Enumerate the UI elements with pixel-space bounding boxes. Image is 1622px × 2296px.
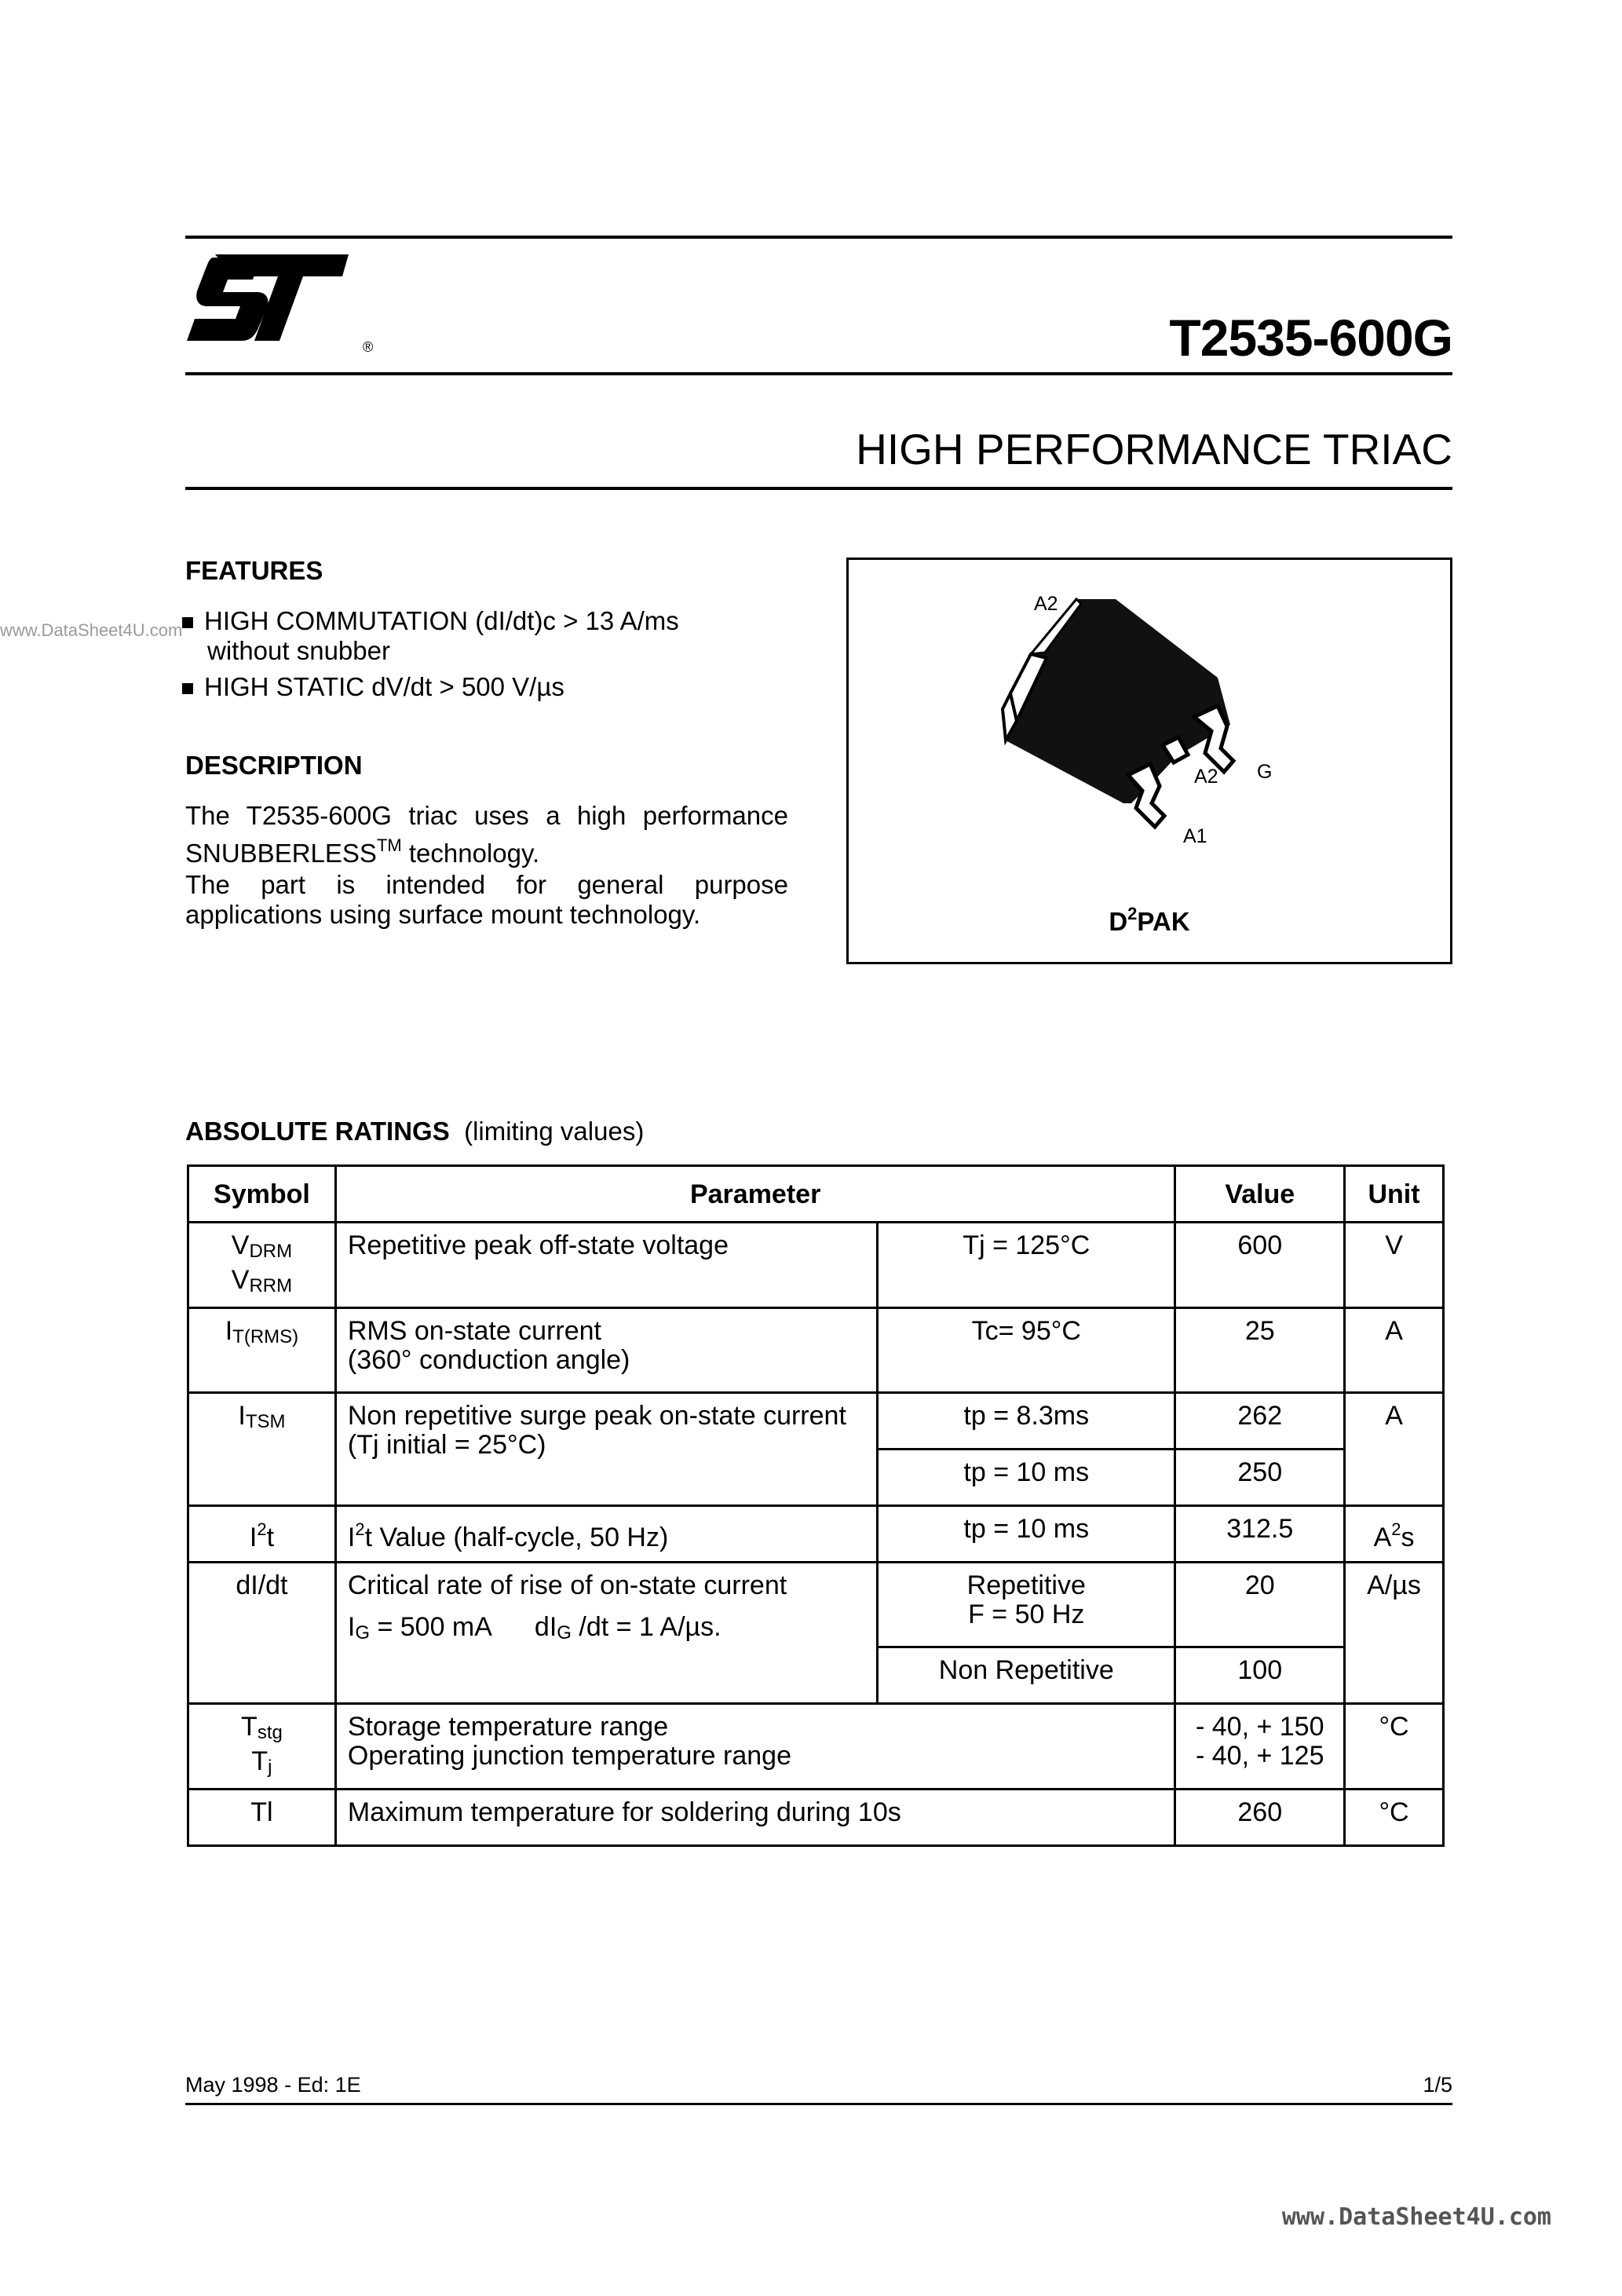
symbol-sub: stg bbox=[257, 1722, 283, 1743]
watermark-bottom[interactable]: www.DataSheet4U.com bbox=[1281, 2203, 1551, 2231]
symbol: T bbox=[241, 1712, 258, 1742]
symbol-cell bbox=[188, 1506, 336, 1563]
unit-cell: °C bbox=[1345, 1704, 1444, 1790]
value-cell: 262 bbox=[1175, 1393, 1345, 1450]
description-p1-line1: The T2535-600G triac uses a high performance bbox=[185, 801, 788, 830]
symbol-cell bbox=[188, 1223, 336, 1308]
description-p1-line2 bbox=[185, 831, 539, 868]
symbol: T bbox=[251, 1746, 269, 1776]
condition-cell: Non Repetitive bbox=[878, 1647, 1175, 1704]
feature-item-1-cont: without snubber bbox=[207, 636, 390, 665]
value-cell: 250 bbox=[1175, 1450, 1345, 1506]
value-line: - 40, + 125 bbox=[1195, 1741, 1324, 1771]
parameter-pre: I bbox=[347, 1523, 356, 1552]
ratings-heading bbox=[185, 1117, 644, 1146]
table-row bbox=[188, 1506, 1444, 1563]
symbol-sub: RRM bbox=[249, 1275, 293, 1296]
symbol-cell bbox=[188, 1393, 336, 1506]
pin-label-a2-top: A2 bbox=[1034, 593, 1058, 615]
table-header-row bbox=[188, 1166, 1444, 1223]
bullet-icon bbox=[182, 683, 193, 694]
feature-item-2 bbox=[182, 672, 564, 701]
unit-cell: A/µs bbox=[1345, 1563, 1444, 1704]
condition-cell: Tc= 95°C bbox=[878, 1308, 1175, 1393]
package-figure bbox=[846, 558, 1452, 964]
symbol-sub: DRM bbox=[249, 1241, 293, 1262]
parameter-line: Operating junction temperature range bbox=[347, 1741, 791, 1771]
table-row bbox=[188, 1223, 1444, 1308]
description-heading: DESCRIPTION bbox=[185, 751, 363, 780]
table-row bbox=[188, 1790, 1444, 1846]
header-value: Value bbox=[1175, 1166, 1345, 1223]
ratings-title: ABSOLUTE RATINGS bbox=[185, 1117, 450, 1146]
package-name-pak: PAK bbox=[1137, 907, 1190, 936]
table-row bbox=[188, 1563, 1444, 1647]
top-rule bbox=[185, 236, 1452, 239]
value-cell: 20 bbox=[1175, 1563, 1345, 1647]
value-cell: 312.5 bbox=[1175, 1506, 1345, 1563]
pin-label-a2: A2 bbox=[1194, 766, 1218, 788]
d2pak-package-icon bbox=[849, 560, 1450, 962]
unit-cell: A bbox=[1345, 1308, 1444, 1393]
trademark-mark: TM bbox=[376, 835, 402, 855]
ratings-note: (limiting values) bbox=[464, 1117, 645, 1146]
symbol-cell: Tl bbox=[188, 1790, 336, 1846]
parameter-cell: Repetitive peak off-state voltage bbox=[335, 1223, 877, 1308]
symbol-sub: TSM bbox=[245, 1411, 286, 1432]
parameter-line: RMS on-state current bbox=[347, 1316, 601, 1346]
symbol: I bbox=[249, 1523, 258, 1552]
dig-symbol: dI bbox=[534, 1612, 557, 1642]
symbol-cell bbox=[188, 1308, 336, 1393]
header-parameter: Parameter bbox=[335, 1166, 1175, 1223]
document-subtitle: HIGH PERFORMANCE TRIAC bbox=[856, 425, 1452, 473]
unit-cell bbox=[1345, 1506, 1444, 1563]
registered-mark: ® bbox=[363, 339, 374, 355]
parameter-cell bbox=[335, 1563, 877, 1704]
snubberless-word: SNUBBERLESS bbox=[185, 839, 377, 868]
header-symbol: Symbol bbox=[188, 1166, 336, 1223]
symbol: V bbox=[231, 1265, 250, 1295]
parameter-line: Non repetitive surge peak on-state current bbox=[347, 1401, 846, 1431]
package-name-sup: 2 bbox=[1127, 904, 1138, 923]
symbol-post: t bbox=[266, 1523, 275, 1552]
parameter-cell bbox=[335, 1308, 877, 1393]
ig-value: = 500 mA bbox=[370, 1612, 492, 1642]
symbol: I bbox=[225, 1316, 233, 1346]
condition-line: F = 50 Hz bbox=[968, 1600, 1085, 1629]
parameter-cell: Maximum temperature for soldering during 10s bbox=[335, 1790, 1175, 1846]
condition-cell: Tj = 125°C bbox=[878, 1223, 1175, 1308]
feature-text: HIGH COMMUTATION (dI/dt)c > 13 A/ms bbox=[204, 606, 679, 635]
value-cell: 25 bbox=[1175, 1308, 1345, 1393]
parameter-line: (360° conduction angle) bbox=[347, 1345, 630, 1375]
value-cell bbox=[1175, 1704, 1345, 1790]
unit-cell: °C bbox=[1345, 1790, 1444, 1846]
table-row bbox=[188, 1704, 1444, 1790]
unit-post: s bbox=[1401, 1523, 1415, 1552]
symbol: V bbox=[231, 1230, 250, 1260]
symbol-sup: 2 bbox=[257, 1519, 267, 1539]
subtitle-rule bbox=[185, 487, 1452, 490]
package-name-d: D bbox=[1109, 907, 1128, 936]
ig-sub: G bbox=[355, 1622, 370, 1643]
condition-cell: tp = 10 ms bbox=[878, 1450, 1175, 1506]
symbol-sub: j bbox=[268, 1757, 272, 1778]
description-p2-line1: The part is intended for general purpose bbox=[185, 870, 788, 899]
dig-sub: G bbox=[557, 1622, 572, 1643]
gate-condition bbox=[348, 1613, 865, 1647]
package-name bbox=[849, 904, 1450, 937]
value-cell: 100 bbox=[1175, 1647, 1345, 1704]
unit-cell: A bbox=[1345, 1393, 1444, 1506]
unit-cell: V bbox=[1345, 1223, 1444, 1308]
description-p2-line2: applications using surface mount technology. bbox=[185, 900, 701, 929]
part-number: T2535-600G bbox=[1169, 309, 1452, 367]
absolute-ratings-table bbox=[187, 1164, 1445, 1847]
value-line: - 40, + 150 bbox=[1195, 1712, 1324, 1742]
condition-line: Repetitive bbox=[966, 1570, 1086, 1600]
symbol: I bbox=[238, 1401, 246, 1431]
condition-cell: tp = 8.3ms bbox=[878, 1393, 1175, 1450]
symbol-cell: dI/dt bbox=[188, 1563, 336, 1704]
condition-cell bbox=[878, 1563, 1175, 1647]
ig-symbol: I bbox=[347, 1612, 356, 1642]
parameter-cell bbox=[335, 1393, 877, 1506]
table-row bbox=[188, 1308, 1444, 1393]
footer-date: May 1998 - Ed: 1E bbox=[185, 2073, 361, 2097]
header-unit: Unit bbox=[1345, 1166, 1444, 1223]
page-number: 1/5 bbox=[1423, 2073, 1452, 2097]
dig-value: /dt = 1 A/µs. bbox=[571, 1612, 721, 1642]
pin-label-a1: A1 bbox=[1183, 825, 1207, 847]
st-logo-icon bbox=[185, 248, 358, 358]
table-row bbox=[188, 1393, 1444, 1450]
parameter-cell bbox=[335, 1506, 877, 1563]
footer-rule bbox=[185, 2103, 1452, 2105]
condition-cell: tp = 10 ms bbox=[878, 1506, 1175, 1563]
pin-label-g: G bbox=[1257, 761, 1273, 783]
unit-sup: 2 bbox=[1391, 1519, 1401, 1539]
parameter-line: (Tj initial = 25°C) bbox=[347, 1430, 546, 1460]
parameter-sup: 2 bbox=[355, 1519, 365, 1539]
feature-text: HIGH STATIC dV/dt > 500 V/µs bbox=[204, 672, 564, 701]
value-cell: 600 bbox=[1175, 1223, 1345, 1308]
symbol-cell bbox=[188, 1704, 336, 1790]
watermark-left[interactable]: www.DataSheet4U.com bbox=[0, 620, 183, 640]
parameter-line: Critical rate of rise of on-state current bbox=[347, 1570, 787, 1600]
bullet-icon bbox=[182, 617, 193, 628]
features-heading: FEATURES bbox=[185, 556, 323, 585]
technology-word: technology. bbox=[401, 839, 540, 868]
title-rule bbox=[185, 372, 1452, 375]
parameter-post: t Value (half-cycle, 50 Hz) bbox=[364, 1523, 669, 1552]
parameter-cell bbox=[335, 1704, 1175, 1790]
parameter-line: Storage temperature range bbox=[347, 1712, 669, 1742]
symbol-sub: T(RMS) bbox=[232, 1326, 299, 1347]
feature-item-1 bbox=[182, 606, 679, 635]
unit: A bbox=[1373, 1523, 1392, 1552]
value-cell: 260 bbox=[1175, 1790, 1345, 1846]
